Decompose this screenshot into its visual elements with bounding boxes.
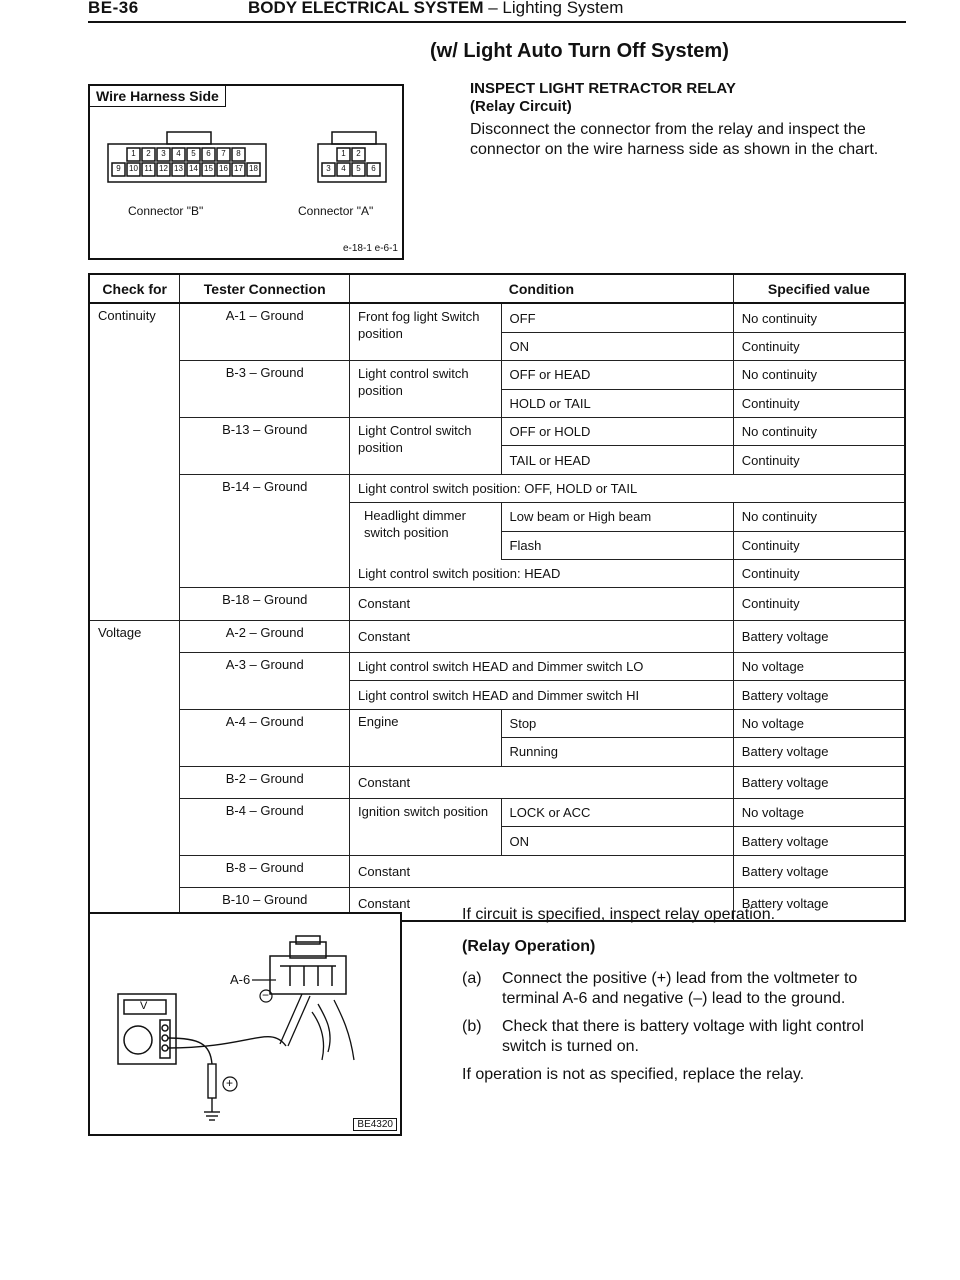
condition: Constant [350,620,734,652]
specified-value: No voltage [733,709,905,737]
tester-connection: B-8 – Ground [180,855,350,887]
specified-value: Battery voltage [733,620,905,652]
minus-sign: − [262,988,270,1002]
figure-title: Wire Harness Side [90,86,226,107]
sub-condition: OFF or HEAD [501,361,733,389]
meter-label: V [140,1000,148,1012]
connector-a-label: Connector "A" [298,204,374,218]
connector-pin-label: 13 [174,164,183,173]
inspect-heading-line2: (Relay Circuit) [470,98,572,115]
col-condition: Condition [350,274,734,303]
condition: Light Control switch position [350,417,501,474]
specified-value: Continuity [733,531,905,559]
table-row [89,361,905,389]
tester-connection: B-4 – Ground [180,799,350,856]
tester-connection: A-3 – Ground [180,653,350,710]
tester-connection: B-14 – Ground [180,474,350,588]
section-title: (w/ Light Auto Turn Off System) [430,40,729,62]
specified-value: No continuity [733,361,905,389]
sub-condition: HOLD or TAIL [501,389,733,417]
specified-value: Continuity [733,332,905,360]
condition: Light control switch position [350,361,501,418]
connector-pin-label: 8 [236,149,241,158]
connector-pin-label: 2 [146,149,151,158]
header-rule [88,21,906,23]
col-specified-value: Specified value [733,274,905,303]
connector-a-drawing [270,936,346,994]
condition: Light control switch position: OFF, HOLD or TAIL [350,474,905,502]
condition: Constant [350,766,734,798]
sub-condition: Running [501,738,733,766]
condition: Constant [350,855,734,887]
tester-connection: A-4 – Ground [180,709,350,766]
specified-value: Battery voltage [733,827,905,855]
check-voltage: Voltage [89,620,180,920]
inspect-heading [470,80,736,116]
specified-value: Continuity [733,389,905,417]
tester-connection: B-2 – Ground [180,766,350,798]
specified-value: No continuity [733,417,905,445]
connector-pin-label: 6 [206,149,211,158]
specified-value: No voltage [733,653,905,681]
tester-connection: A-1 – Ground [180,303,350,360]
specified-value: Continuity [733,588,905,620]
connector-pin-label: 16 [219,164,228,173]
plus-sign: + [226,1076,234,1090]
connector-b-drawing [108,132,266,182]
table-row [89,709,905,737]
step-a [462,969,912,1009]
connector-pin-label: 9 [116,164,121,173]
sub-condition: Low beam or High beam [501,503,733,531]
figure-code: e-18-1 e-6-1 [342,243,398,254]
sub-condition: TAIL or HEAD [501,446,733,474]
specified-value: Battery voltage [733,766,905,798]
table-row [89,474,905,502]
sub-condition: ON [501,332,733,360]
dimmer-condition [350,503,501,560]
connector-figure [88,84,404,260]
sub-condition: Stop [501,709,733,737]
page-title-bold: BODY ELECTRICAL SYSTEM [248,0,484,17]
connector-pin-label: 11 [144,164,153,173]
tester-connection: B-3 – Ground [180,361,350,418]
step-b-letter: (b) [462,1018,482,1035]
connector-pin-label: 3 [326,164,331,173]
connector-pin-label: 14 [189,164,198,173]
condition: Constant [350,588,734,620]
sub-condition: OFF [501,303,733,332]
specified-value: Battery voltage [733,888,905,921]
voltmeter-diagram [90,914,400,1134]
condition: Light control switch position: HEAD [350,559,734,587]
col-check-for: Check for [89,274,180,303]
circuit-note: If circuit is specified, inspect relay operation. [462,906,776,923]
table-header-row [89,274,905,303]
relay-operation-heading: (Relay Operation) [462,938,596,955]
condition: Ignition switch position [350,799,501,856]
connector-pin-label: 18 [249,164,258,173]
inspect-heading-line1: INSPECT LIGHT RETRACTOR RELAY [470,80,736,97]
connector-pin-label: 4 [176,149,181,158]
connector-pin-label: 5 [191,149,196,158]
specified-value: No voltage [733,799,905,827]
connector-b-label: Connector "B" [128,204,204,218]
sub-condition: ON [501,827,733,855]
tester-connection: B-13 – Ground [180,417,350,474]
relay-operation-text [462,905,912,1097]
dimmer-switch-position: Headlight dimmer switch position [364,508,466,541]
step-a-text: Connect the positive (+) lead from the voltmeter to terminal A-6 and negative (–) lead to the ground. [502,970,858,1007]
connector-pin-label: 17 [234,164,243,173]
step-a-letter: (a) [462,970,482,987]
final-note: If operation is not as specified, replace the relay. [462,1066,805,1083]
intro-text: Disconnect the connector from the relay and inspect the connector on the wire harness side as shown in the chart. [470,121,879,158]
page-title-rest: – Lighting System [483,0,624,17]
connector-pin-label: 3 [161,149,166,158]
sub-condition: LOCK or ACC [501,799,733,827]
connector-pin-label: 1 [131,149,136,158]
page-header [88,0,908,22]
connector-pin-label: 10 [129,164,138,173]
col-tester-connection: Tester Connection [180,274,350,303]
connector-pin-label: 7 [221,149,226,158]
condition: Engine [350,709,501,766]
table-row [89,417,905,445]
terminal-label: A-6 [230,972,251,987]
table-row [89,588,905,620]
specified-value: No continuity [733,503,905,531]
connector-pin-label: 12 [159,164,168,173]
connector-pin-label: 15 [204,164,213,173]
condition: Light control switch HEAD and Dimmer switch LO [350,653,734,681]
page-number: BE-36 [88,0,139,17]
table-row [89,855,905,887]
specified-value: Battery voltage [733,681,905,709]
condition: Light control switch HEAD and Dimmer switch HI [350,681,734,709]
table-row [89,766,905,798]
page-title [248,0,623,18]
probe-hand-drawing [280,994,354,1060]
tester-connection: B-18 – Ground [180,588,350,620]
table-row [89,303,905,332]
connector-pin-label: 5 [356,164,361,173]
table-row [89,799,905,827]
tester-connection: B-10 – Ground [180,888,350,921]
specified-value: Continuity [733,559,905,587]
table-row [89,620,905,652]
specified-value: Battery voltage [733,855,905,887]
check-continuity: Continuity [89,303,180,620]
sub-condition: Flash [501,531,733,559]
specified-value: Continuity [733,446,905,474]
connector-a-drawing [318,132,386,182]
step-b-text: Check that there is battery voltage with light control switch is turned on. [502,1018,864,1055]
connector-diagram [90,86,402,258]
spec-table [88,273,906,922]
connector-pin-label: 4 [341,164,346,173]
figure-code: BE4320 [353,1118,397,1131]
table-row [89,653,905,681]
condition: Constant [350,888,734,921]
connector-pin-label: 1 [341,149,346,158]
step-b [462,1017,912,1057]
specified-value: No continuity [733,303,905,332]
tester-connection: A-2 – Ground [180,620,350,652]
connector-pin-label: 6 [371,164,376,173]
condition: Front fog light Switch position [350,303,501,360]
sub-condition: OFF or HOLD [501,417,733,445]
specified-value: Battery voltage [733,738,905,766]
voltmeter-figure [88,912,402,1136]
connector-pin-label: 2 [356,149,361,158]
